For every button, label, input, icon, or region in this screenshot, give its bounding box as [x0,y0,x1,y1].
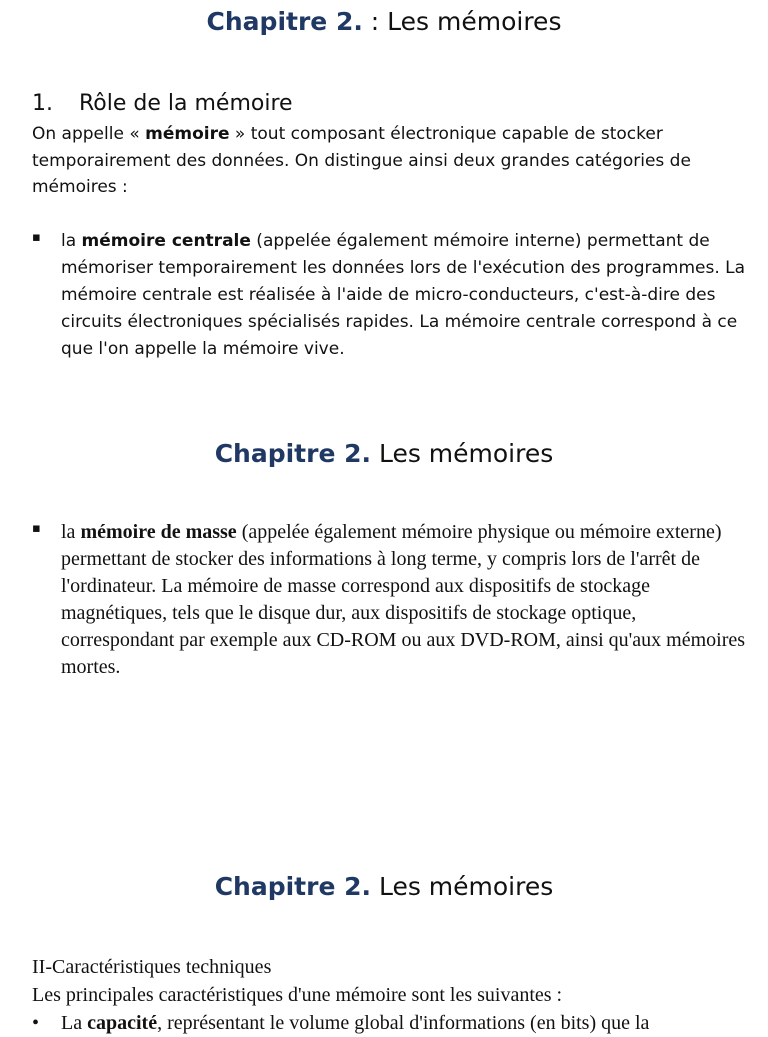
slide-title-2 [0,438,768,470]
bullet-bold-term: mémoire centrale [81,231,251,251]
slide-title-chapter: Chapitre 2. [214,872,372,901]
bullet-text-centrale [61,228,752,363]
bullet-bold-term: capacité [87,1012,158,1034]
bullet-bold-term: mémoire de masse [80,521,237,543]
section-heading-caracteristiques: II-Caractéristiques techniques [32,956,272,978]
bullet-text-masse [61,519,752,681]
slide-title-1 [0,6,768,38]
square-bullet-icon: ▪ [32,230,41,245]
bullet-text-end: , représentant le volume global d'informations (en bits) que la [157,1012,650,1034]
caracteristiques-intro: Les principales caractéristiques d'une mémoire sont les suivantes : [32,984,563,1006]
intro-text-start: On appelle « [32,124,146,144]
slide-title-text: Les mémoires [371,872,554,901]
round-bullet-icon: • [32,1012,40,1034]
intro-text-end: » tout composant électronique capable de stocker temporairement des données. On distingue ainsi deux grandes catégories de mémoires : [32,124,691,197]
slide-title-chapter: Chapitre 2. [214,439,372,468]
section-number: 1. [32,91,53,116]
bullet-memoire-masse [32,519,752,681]
section-heading-role [32,89,293,119]
bullet-text-start: La [61,1012,88,1034]
bullet-text-end: (appelée également mémoire interne) permettant de mémoriser temporairement les données lors de l'exécution des programmes. La mémoire centrale est réalisée à l'aide de micro-conducteurs, c'est-à-dire des circuits électroniques spécialisés rapides. La mémoire centrale correspond à ce que l'on appelle la mémoire vive. [61,231,746,359]
intro-paragraph [32,121,752,201]
square-bullet-icon: ▪ [32,521,41,536]
intro-bold-term: mémoire [145,124,230,144]
bullet-text-start: la [61,231,82,251]
bullet-memoire-centrale [32,228,752,363]
slide-title-chapter: Chapitre 2. [206,7,363,36]
slide-title-3 [0,871,768,903]
section-heading-text: Rôle de la mémoire [79,91,293,116]
bullet-capacite [32,1009,752,1037]
bullet-text-end: (appelée également mémoire physique ou mémoire externe) permettant de stocker des informations à long terme, y compris lors de l'arrêt de l'ordinateur. La mémoire de masse correspond aux dispositifs de stockage magnétiques, tels que le disque dur, aux dispositifs de stockage optique, correspondant par exemple aux CD-ROM ou aux DVD-ROM, ainsi qu'aux mémoires mortes. [61,521,746,678]
bullet-text-start: la [61,521,81,543]
slide-title-text: : Les mémoires [362,7,562,36]
slide-title-text: Les mémoires [371,439,554,468]
